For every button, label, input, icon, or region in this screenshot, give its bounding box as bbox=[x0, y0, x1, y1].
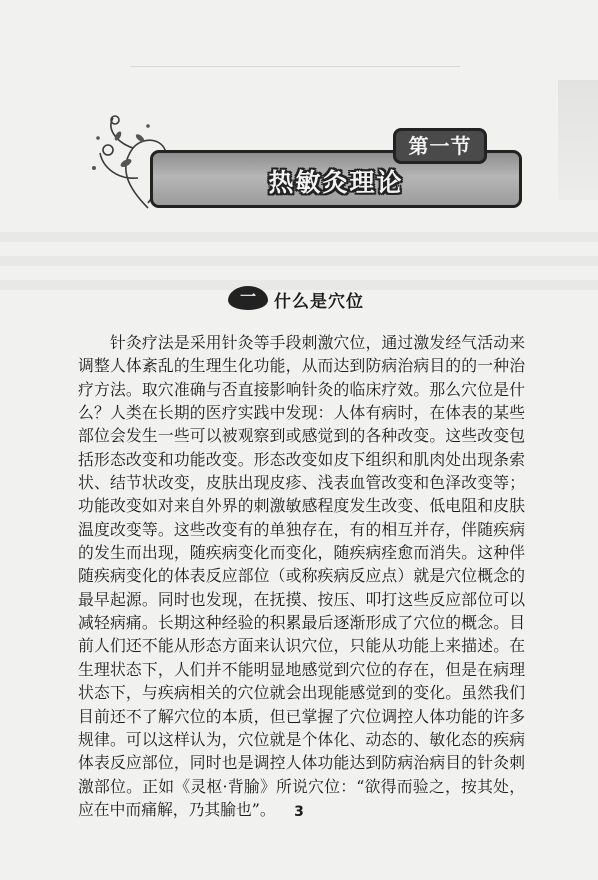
bleed-through-line bbox=[0, 232, 598, 242]
page-edge-shadow bbox=[558, 80, 598, 200]
subsection-number-badge: 一 bbox=[228, 286, 268, 310]
section-title: 热敏灸理论 bbox=[268, 168, 404, 197]
body-paragraph: 针灸疗法是采用针灸等手段刺激穴位，通过激发经气活动来调整人体紊乱的生理生化功能，从而达到防病治病目的的一种治疗方法。取穴准确与否直接影响针灸的临床疗效。那么穴位是什么？人类在长期的医疗实践中发现：人体有病时，在体表的某些部位会发生一些可以被观察到或感觉到的各种改变。这些改变包括形态改变和功能改变。形态改变如皮下组织和肌肉处出现条索状、结节状改变，皮肤出现皮疹、浅表血管改变和色泽改变等；功能改变如对来自外界的刺激敏感程度发生改变、低电阻和皮肤温度改变等。这些改变有的单独存在，有的相互并存，伴随疾病的发生而出现，随疾病变化而变化，随疾病痊愈而消失。这种伴随疾病变化的体表反应部位（或称疾病反应点）就是穴位概念的最早起源。同时也发现，在抚摸、按压、叩打这些反应部位可以减轻病痛。长期这种经验的积累最后逐渐形成了穴位的概念。目前人们还不能从形态方面来认识穴位，只能从功能上来描述。在生理状态下，人们并不能明显地感觉到穴位的存在，但是在病理状态下，与疾病相关的穴位就会出现能感觉到的变化。虽然我们目前还不了解穴位的本质，但已掌握了穴位调控人体功能的许多规律。可以这样认为，穴位就是个体化、动态的、敏化态的疾病体表反应部位，同时也是调控人体功能达到防病治病目的针灸刺激部位。正如《灵枢·背腧》所说穴位：“欲得而验之，按其处，应在中而痛解，乃其腧也”。 bbox=[78, 333, 525, 819]
section-number-tab: 第一节 bbox=[393, 128, 487, 164]
page-number: 3 bbox=[294, 804, 304, 820]
page-header-rule bbox=[130, 48, 460, 67]
bleed-through-line bbox=[0, 256, 598, 266]
subsection-title: 什么是穴位 bbox=[274, 292, 364, 312]
